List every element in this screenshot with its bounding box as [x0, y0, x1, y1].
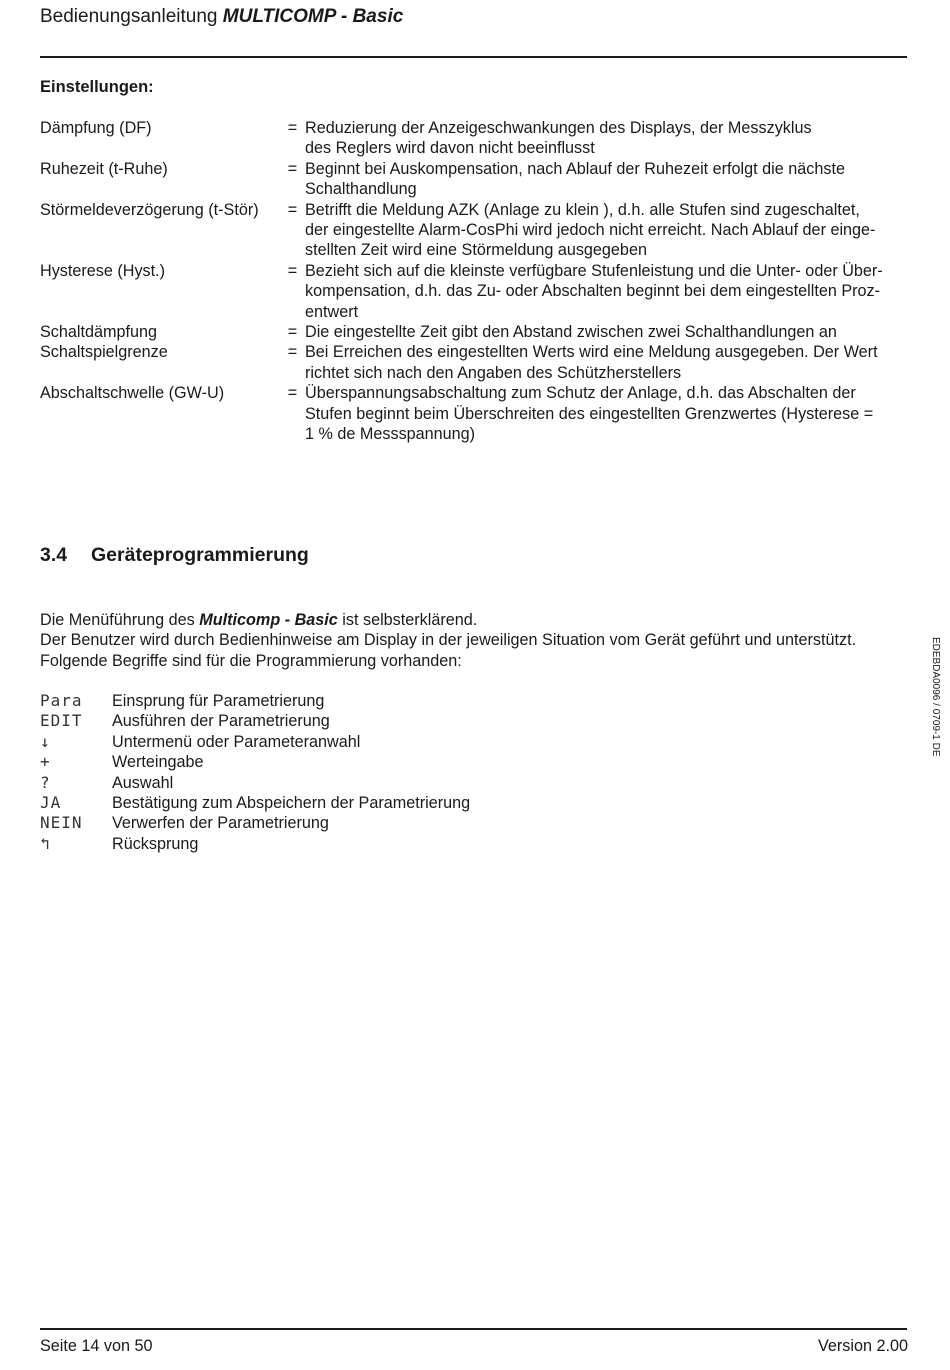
term-symbol: JA [40, 793, 62, 813]
setting-description-line: stellten Zeit wird eine Störmeldung ausgegeben [305, 241, 647, 260]
term-row [40, 752, 470, 772]
setting-description-line: entwert [305, 302, 359, 321]
term-row [40, 813, 470, 833]
header-rule [40, 56, 907, 58]
term-row [40, 732, 470, 752]
setting-equals: = [287, 261, 298, 280]
setting-description-line: Bei Erreichen des eingestellten Werts wird eine Meldung ausgegeben. Der Wert [305, 343, 878, 362]
term-description: Ausführen der Parametrierung [112, 712, 330, 731]
intro-brand: Multicomp - Basic [199, 611, 338, 629]
setting-description [305, 342, 907, 383]
setting-description-line: Betrifft die Meldung AZK (Anlage zu klein ), d.h. alle Stufen sind zugeschaltet, [305, 200, 860, 219]
setting-description-line: Schalthandlung [305, 180, 417, 199]
term-row [40, 773, 470, 793]
setting-description-line: Beginnt bei Auskompensation, nach Ablauf der Ruhezeit erfolgt die nächste [305, 159, 845, 178]
setting-description-line: 1 % de Messspannung) [305, 425, 476, 444]
setting-row [40, 322, 910, 342]
setting-description-line: des Reglers wird davon nicht beeinflusst [305, 139, 595, 158]
setting-equals: = [287, 343, 298, 362]
setting-name: Schaltdämpfung [40, 323, 157, 342]
setting-description-line: kompensation, d.h. das Zu- oder Abschalten beginnt bei dem eingestellten Proz- [305, 282, 881, 301]
setting-description-line: Die eingestellte Zeit gibt den Abstand zwischen zwei Schalthandlungen an [305, 323, 837, 342]
setting-equals: = [287, 159, 298, 178]
setting-equals: = [287, 200, 298, 219]
setting-description [305, 118, 907, 159]
setting-row [40, 261, 910, 322]
header-title: Bedienungsanleitung [40, 6, 218, 27]
terms-list [40, 691, 470, 854]
setting-description-line: richtet sich nach den Angaben des Schützherstellers [305, 363, 682, 382]
setting-name: Schaltspielgrenze [40, 343, 168, 362]
version-label: Version 2.00 [818, 1337, 908, 1355]
term-description: Einsprung für Parametrierung [112, 692, 325, 710]
term-description: Bestätigung zum Abspeichern der Parametrierung [112, 794, 471, 813]
setting-description-line: der eingestellte Alarm-CosPhi wird jedoch nicht erreicht. Nach Ablauf der einge- [305, 221, 876, 240]
intro-line-1-prefix: Die Menüführung des [40, 611, 195, 629]
setting-row [40, 159, 910, 200]
setting-description-line: Überspannungsabschaltung zum Schutz der Anlage, d.h. das Abschalten der [305, 384, 856, 403]
settings-list [40, 118, 910, 445]
setting-row [40, 200, 910, 261]
setting-row [40, 383, 910, 444]
term-symbol: ↰ [40, 833, 51, 853]
section-heading [40, 544, 309, 567]
intro-text [40, 610, 910, 671]
term-symbol: ? [40, 772, 51, 792]
setting-equals: = [287, 384, 298, 403]
setting-name: Ruhezeit (t-Ruhe) [40, 159, 168, 178]
term-row [40, 691, 470, 711]
term-row [40, 834, 470, 854]
header-brand: MULTICOMP - Basic [222, 6, 404, 27]
intro-line-2: Der Benutzer wird durch Bedienhinweise am Display in der jeweiligen Situation vom Gerät geführt und unterstützt. [40, 631, 857, 650]
section-number: 3.4 [40, 544, 68, 566]
term-symbol: + [40, 752, 51, 772]
setting-row [40, 342, 910, 383]
intro-line-1-suffix: ist selbsterklärend. [342, 611, 478, 629]
term-description: Rücksprung [112, 834, 199, 853]
setting-name: Störmeldeverzögerung (t-Stör) [40, 200, 259, 219]
setting-name: Dämpfung (DF) [40, 119, 152, 137]
section-title: Geräteprogrammierung [91, 544, 309, 566]
term-symbol: NEIN [40, 813, 83, 833]
setting-description-line: Bezieht sich auf die kleinste verfügbare Stufenleistung und die Unter- oder Über- [305, 261, 883, 280]
page-header [40, 6, 403, 28]
setting-name: Hysterese (Hyst.) [40, 261, 166, 280]
term-symbol: ↓ [40, 731, 51, 751]
setting-description [305, 200, 907, 261]
setting-description [305, 261, 907, 322]
setting-description-line: Reduzierung der Anzeigeschwankungen des Displays, der Messzyklus [305, 119, 812, 137]
term-row [40, 711, 470, 731]
setting-description [305, 159, 907, 200]
term-symbol: EDIT [40, 711, 83, 731]
setting-row [40, 118, 910, 159]
intro-line-1 [40, 610, 910, 630]
setting-description [305, 322, 907, 342]
setting-equals: = [287, 323, 298, 342]
setting-description-line: Stufen beginnt beim Überschreiten des eingestellten Grenzwertes (Hysterese = [305, 404, 874, 423]
document-code: EDEBDA0096 / 0709-1 DE [930, 637, 941, 757]
footer-rule [40, 1328, 907, 1330]
term-description: Werteingabe [112, 753, 204, 772]
setting-description [305, 383, 907, 444]
term-description: Untermenü oder Parameteranwahl [112, 732, 361, 751]
page-number: Seite 14 von 50 [40, 1337, 153, 1355]
term-description: Auswahl [112, 773, 174, 792]
term-symbol: Para [40, 691, 83, 710]
term-row [40, 793, 470, 813]
intro-line-3: Folgende Begriffe sind für die Programmierung vorhanden: [40, 651, 462, 670]
setting-name: Abschaltschwelle (GW-U) [40, 384, 225, 403]
setting-equals: = [287, 119, 298, 137]
term-description: Verwerfen der Parametrierung [112, 814, 329, 833]
settings-title: Einstellungen: [40, 78, 154, 96]
